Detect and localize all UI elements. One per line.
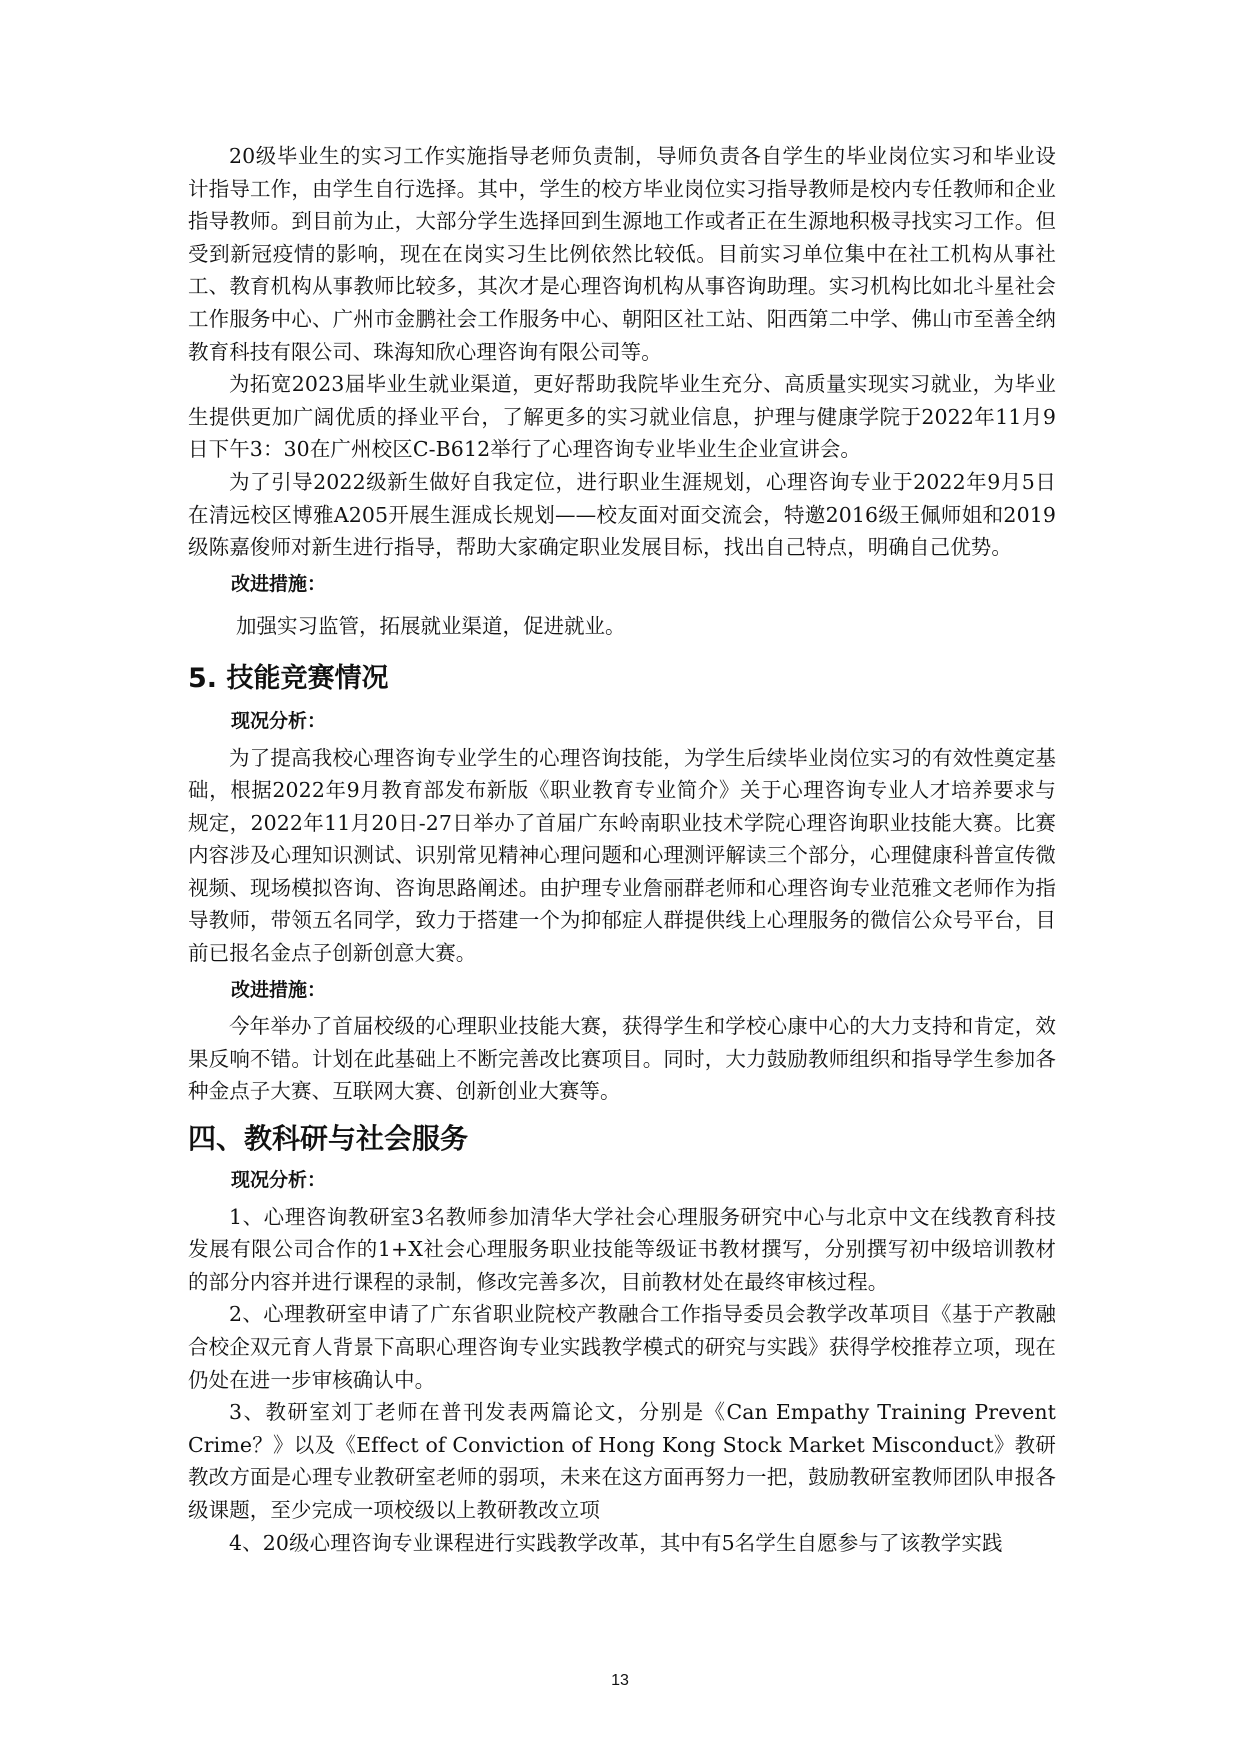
paragraph-career-planning: 为了引导2022级新生做好自我定位，进行职业生涯规划，心理咨询专业于2022年9月5日在清远校区博雅A205开展生涯成长规划——校友面对面交流会，特邀2016级王佩师姐和2019级陈嘉俊师对新生进行指导，帮助大家确定职业发展目标，找出自己特点，明确自己优势。 (188, 469, 1056, 560)
improvement-text: 加强实习监管，拓展就业渠道，促进就业。 (236, 614, 626, 639)
list-item: 3、教研室刘丁老师在普刊发表两篇论文，分别是《Can Empathy Training Prevent Crime？》以及《Effect of Conviction of Hong Kong Stock Market Misconduct》教研教改方面是心理专业教研室老师的弱项，未来在这方面再努力一把，鼓励教研室教师团队申报各级课题，至少完成一项校级以上教研教改立项 (188, 1400, 1056, 1522)
improvement-label: 改进措施： (231, 978, 327, 1001)
section-heading-research-service: 四、教科研与社会服务 (188, 1122, 469, 1156)
paragraph-job-fair: 为拓宽2023届毕业生就业渠道，更好帮助我院毕业生充分、高质量实现实习就业，为毕业生提供更加广阔优质的择业平台，了解更多的实习就业信息，护理与健康学院于2022年11月9日下午3：30在广州校区C-B612举行了心理咨询专业毕业生企业宣讲会。 (188, 372, 1056, 462)
paragraph-internship-guidance: 20级毕业生的实习工作实施指导老师负责制，导师负责各自学生的毕业岗位实习和毕业设计指导工作，由学生自行选择。其中，学生的校方毕业岗位实习指导教师是校内专任教师和企业指导教师。到目前为止，大部分学生选择回到生源地工作或者正在生源地积极寻找实习工作。但受到新冠疫情的影响，现在在岗实习生比例依然比较低。目前实习单位集中在社工机构从事社工、教育机构从事教师比较多，其次才是心理咨询机构从事咨询助理。实习机构比如北斗星社会工作服务中心、广州市金鹏社会工作服务中心、朝阳区社工站、阳西第二中学、佛山市至善全纳教育科技有限公司、珠海知欣心理咨询有限公司等。 (188, 144, 1056, 364)
analysis-label: 现况分析： (231, 1169, 327, 1192)
section-heading-skills-competition: 5. 技能竞赛情况 (188, 662, 389, 694)
list-item: 2、心理教研室申请了广东省职业院校产教融合工作指导委员会教学改革项目《基于产教融合校企双元育人背景下高职心理咨询专业实践教学模式的研究与实践》获得学校推荐立项，现在仍处在进一步审核确认中。 (188, 1302, 1056, 1392)
paragraph-competition-improvement: 今年举办了首届校级的心理职业技能大赛，获得学生和学校心康中心的大力支持和肯定，效果反响不错。计划在此基础上不断完善改比赛项目。同时，大力鼓励教师组织和指导学生参加各种金点子大赛、互联网大赛、创新创业大赛等。 (188, 1014, 1056, 1104)
list-item: 1、心理咨询教研室3名教师参加清华大学社会心理服务研究中心与北京中文在线教育科技发展有限公司合作的1+X社会心理服务职业技能等级证书教材撰写，分别撰写初中级培训教材的部分内容并进行课程的录制，修改完善多次，目前教材处在最终审核过程。 (188, 1204, 1056, 1294)
page-number: 13 (611, 1672, 629, 1689)
paragraph-competition-analysis: 为了提高我校心理咨询专业学生的心理咨询技能，为学生后续毕业岗位实习的有效性奠定基础，根据2022年9月教育部发布新版《职业教育专业简介》关于心理咨询专业人才培养要求与规定，2022年11月20日-27日举办了首届广东岭南职业技术学院心理咨询职业技能大赛。比赛内容涉及心理知识测试、识别常见精神心理问题和心理测评解读三个部分，心理健康科普宣传微视频、现场模拟咨询、咨询思路阐述。由护理专业詹丽群老师和心理咨询专业范雅文老师作为指导教师，带领五名同学，致力于搭建一个为抑郁症人群提供线上心理服务的微信公众号平台，目前已报名金点子创新创意大赛。 (188, 745, 1056, 966)
analysis-label: 现况分析： (231, 709, 327, 732)
list-item: 4、20级心理咨询专业课程进行实践教学改革，其中有5名学生自愿参与了该教学实践 (229, 1530, 1003, 1555)
document-page (188, 140, 1056, 1559)
improvement-label: 改进措施： (231, 572, 327, 595)
